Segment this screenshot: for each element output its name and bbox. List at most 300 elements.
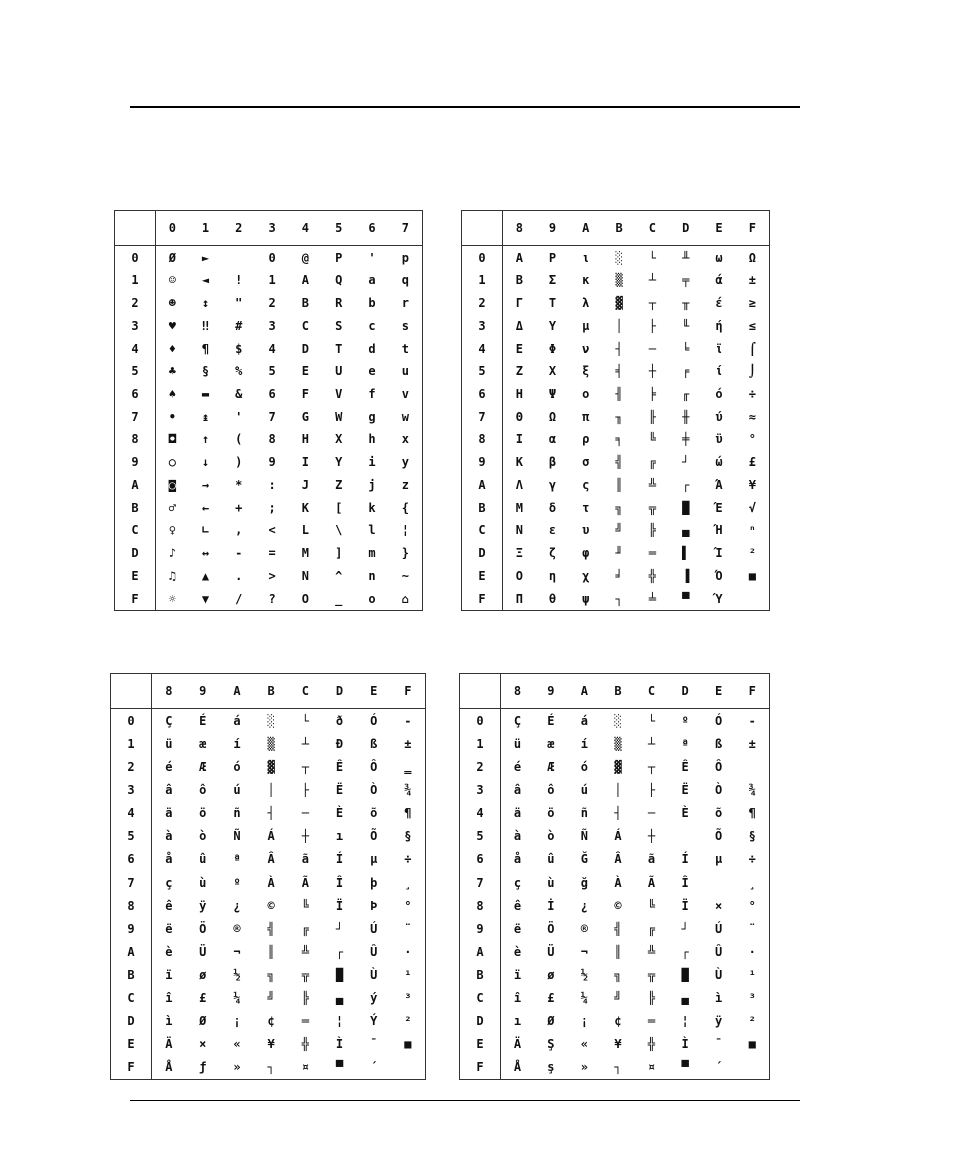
char-cell: % bbox=[235, 364, 243, 379]
table-row bbox=[111, 1056, 425, 1079]
char-cell: ¢ bbox=[267, 1014, 275, 1029]
char-cell: ! bbox=[235, 273, 243, 288]
char-cell: g bbox=[368, 409, 376, 424]
char-cell: ό bbox=[715, 386, 723, 401]
char-cell: Á bbox=[614, 829, 622, 844]
char-cell: Ω bbox=[748, 250, 756, 265]
row-header: 7 bbox=[460, 871, 501, 894]
char-cell bbox=[735, 756, 769, 779]
char-cell: ¥ bbox=[614, 1037, 622, 1052]
row-header: B bbox=[462, 496, 503, 519]
char-cell: ▄ bbox=[681, 991, 689, 1005]
table-row bbox=[460, 917, 769, 940]
header-row bbox=[111, 674, 425, 709]
char-cell: A bbox=[301, 273, 310, 288]
char-cell: Ä bbox=[513, 1037, 522, 1052]
bottom-rule bbox=[130, 1100, 800, 1101]
char-cell: ♥ bbox=[168, 318, 177, 333]
char-cell: ¬ bbox=[580, 944, 589, 959]
char-cell bbox=[668, 825, 702, 848]
char-cell: ² bbox=[748, 1014, 756, 1029]
char-cell: ─ bbox=[301, 806, 309, 821]
char-cell: ² bbox=[404, 1014, 412, 1029]
row-header: 9 bbox=[460, 917, 501, 940]
char-cell: ⌠ bbox=[748, 341, 756, 356]
char-cell: å bbox=[513, 852, 522, 867]
char-cell: ♂ bbox=[168, 500, 177, 515]
table-row bbox=[460, 986, 769, 1009]
char-cell: │ bbox=[267, 783, 275, 798]
char-cell: ╕ bbox=[615, 432, 623, 447]
char-cell: ▒ bbox=[267, 736, 275, 751]
char-cell: ║ bbox=[614, 944, 622, 959]
char-cell: · bbox=[748, 944, 756, 959]
row-header: E bbox=[115, 564, 156, 587]
char-cell: O bbox=[301, 591, 310, 606]
char-cell: Δ bbox=[515, 318, 524, 333]
char-cell: 6 bbox=[268, 386, 276, 401]
table-row bbox=[460, 756, 769, 779]
char-cell: ω bbox=[715, 250, 723, 265]
char-cell: ╠ bbox=[648, 523, 657, 538]
table-row bbox=[462, 496, 769, 519]
table-row bbox=[462, 428, 769, 451]
row-header: 2 bbox=[462, 292, 503, 315]
column-header: 9 bbox=[534, 674, 568, 709]
char-cell: ¦ bbox=[335, 1014, 344, 1029]
char-cell: Ó bbox=[370, 713, 378, 728]
char-cell: ╪ bbox=[682, 432, 690, 447]
table-row bbox=[460, 825, 769, 848]
char-cell: ▬ bbox=[201, 386, 210, 401]
table-row bbox=[115, 428, 422, 451]
char-cell: V bbox=[335, 386, 343, 401]
row-header: 4 bbox=[462, 337, 503, 360]
char-cell: ) bbox=[235, 455, 243, 470]
table-row bbox=[111, 940, 425, 963]
char-cell: ½ bbox=[233, 967, 241, 982]
table-row bbox=[460, 732, 769, 755]
char-cell: ├ bbox=[301, 783, 309, 798]
table-row bbox=[115, 564, 422, 587]
char-cell: ╠ bbox=[301, 991, 309, 1005]
char-cell: 8 bbox=[268, 432, 276, 447]
row-header: 2 bbox=[111, 756, 152, 779]
char-cell: Ş bbox=[547, 1037, 555, 1052]
table-row bbox=[460, 1056, 769, 1079]
char-cell: έ bbox=[715, 296, 723, 311]
char-cell: ¦ bbox=[401, 523, 409, 538]
char-cell: Í bbox=[335, 852, 344, 867]
char-cell: ø bbox=[547, 967, 555, 982]
char-cell: n bbox=[368, 568, 376, 583]
top-rule bbox=[130, 106, 800, 108]
row-header: 9 bbox=[115, 451, 156, 474]
char-cell: ä bbox=[513, 806, 522, 821]
char-cell: µ bbox=[715, 852, 723, 867]
char-cell: ϊ bbox=[715, 341, 723, 356]
column-header: F bbox=[736, 211, 769, 246]
char-cell: Β bbox=[515, 273, 524, 288]
table-row bbox=[111, 963, 425, 986]
char-cell: ⁿ bbox=[748, 523, 756, 538]
char-cell: ά bbox=[715, 273, 723, 288]
char-cell: ⌂ bbox=[401, 591, 409, 606]
char-cell: æ bbox=[199, 736, 207, 751]
char-cell: u bbox=[401, 364, 409, 379]
char-cell: Κ bbox=[515, 455, 524, 470]
char-cell: ν bbox=[582, 341, 590, 356]
char-cell: q bbox=[401, 273, 409, 288]
char-cell: Ξ bbox=[515, 546, 524, 561]
char-cell: ┤ bbox=[615, 341, 623, 356]
char-cell: ψ bbox=[582, 591, 590, 606]
char-cell: ô bbox=[547, 783, 555, 798]
corner-cell bbox=[111, 674, 152, 709]
char-cell: Έ bbox=[715, 500, 723, 515]
char-cell: J bbox=[301, 477, 310, 492]
column-header: 6 bbox=[355, 211, 388, 246]
column-header: A bbox=[220, 674, 254, 709]
char-cell: { bbox=[401, 500, 409, 515]
char-cell: ╬ bbox=[648, 568, 657, 583]
char-cell: Α bbox=[515, 250, 524, 265]
row-header: A bbox=[462, 474, 503, 497]
char-cell: ñ bbox=[233, 806, 241, 821]
char-cell: ╔ bbox=[301, 921, 309, 936]
char-cell: - bbox=[235, 546, 243, 561]
char-cell: ┴ bbox=[648, 273, 657, 288]
char-cell: > bbox=[268, 568, 276, 583]
char-cell: W bbox=[335, 409, 343, 424]
column-header: D bbox=[322, 674, 356, 709]
char-cell: G bbox=[301, 409, 310, 424]
row-header: 3 bbox=[462, 314, 503, 337]
char-cell: ■ bbox=[748, 1037, 756, 1052]
char-cell: Þ bbox=[370, 898, 378, 913]
char-cell: ê bbox=[165, 898, 173, 913]
char-cell: ┴ bbox=[647, 736, 656, 751]
char-cell: ┐ bbox=[615, 591, 623, 606]
char-cell: í bbox=[233, 736, 241, 751]
char-cell: d bbox=[368, 341, 376, 356]
column-header: C bbox=[636, 211, 669, 246]
table-row bbox=[462, 360, 769, 383]
char-cell: Ö bbox=[199, 921, 207, 936]
char-cell: à bbox=[165, 829, 173, 844]
column-header: E bbox=[357, 674, 391, 709]
row-header: C bbox=[115, 519, 156, 542]
char-cell: P bbox=[335, 250, 343, 265]
char-cell: Ô bbox=[715, 760, 723, 775]
char-cell: ó bbox=[580, 760, 589, 775]
row-header: 4 bbox=[111, 802, 152, 825]
char-cell: \ bbox=[335, 523, 343, 538]
char-cell: ς bbox=[582, 477, 590, 492]
char-cell: C bbox=[301, 318, 310, 333]
char-cell: 5 bbox=[268, 364, 276, 379]
char-cell: ρ bbox=[582, 432, 590, 447]
char-cell: ¤ bbox=[647, 1060, 656, 1075]
char-cell: Õ bbox=[715, 829, 723, 844]
char-cell: ³ bbox=[748, 991, 756, 1005]
char-cell: ▼ bbox=[201, 591, 210, 606]
char-cell: ┘ bbox=[681, 921, 689, 936]
char-cell: ‗ bbox=[404, 760, 412, 775]
char-cell: Å bbox=[165, 1060, 173, 1075]
char-cell: ◙ bbox=[168, 477, 177, 492]
char-cell: ≤ bbox=[748, 318, 756, 333]
char-cell: i bbox=[368, 455, 376, 470]
row-header: B bbox=[460, 963, 501, 986]
column-header: F bbox=[391, 674, 425, 709]
char-cell: ª bbox=[681, 736, 689, 751]
char-cell: È bbox=[681, 806, 689, 821]
table-row bbox=[111, 709, 425, 733]
char-cell: ┴ bbox=[301, 736, 309, 751]
char-cell: Ù bbox=[370, 967, 378, 982]
char-cell: = bbox=[268, 546, 276, 561]
char-cell: ┼ bbox=[647, 829, 656, 844]
char-cell: K bbox=[301, 500, 310, 515]
char-cell: 4 bbox=[268, 341, 276, 356]
table-row bbox=[111, 1033, 425, 1056]
table-row bbox=[460, 779, 769, 802]
char-cell: ▓ bbox=[267, 760, 275, 775]
char-cell: ░ bbox=[267, 713, 275, 728]
char-cell: ╚ bbox=[648, 432, 657, 447]
table-row bbox=[460, 894, 769, 917]
char-cell: Ú bbox=[370, 921, 378, 936]
char-cell: Î bbox=[335, 875, 344, 890]
header-row bbox=[460, 674, 769, 709]
row-header: C bbox=[462, 519, 503, 542]
row-header: E bbox=[111, 1033, 152, 1056]
char-cell: Ê bbox=[335, 760, 344, 775]
char-cell: ↕ bbox=[201, 296, 210, 311]
column-header: B bbox=[602, 211, 635, 246]
char-cell: Ù bbox=[715, 967, 723, 982]
char-cell: Ü bbox=[547, 944, 555, 959]
char-cell: D bbox=[301, 341, 310, 356]
column-header: 3 bbox=[255, 211, 288, 246]
char-cell: ╦ bbox=[301, 967, 309, 982]
char-cell: æ bbox=[547, 736, 555, 751]
char-cell: ÿ bbox=[715, 1014, 723, 1029]
row-header: F bbox=[115, 587, 156, 610]
char-cell: ┌ bbox=[681, 944, 689, 959]
char-cell: ý bbox=[370, 991, 378, 1005]
char-cell: p bbox=[401, 250, 409, 265]
char-cell: ░ bbox=[615, 250, 623, 265]
char-cell: ' bbox=[235, 409, 243, 424]
char-cell: ☼ bbox=[168, 591, 177, 606]
char-cell: Î bbox=[681, 875, 689, 890]
char-cell: Y bbox=[335, 455, 343, 470]
char-cell: § bbox=[201, 364, 210, 379]
char-cell: ↨ bbox=[201, 409, 210, 424]
char-cell: ğ bbox=[580, 875, 589, 890]
char-cell: Q bbox=[335, 273, 343, 288]
char-cell: ┬ bbox=[648, 296, 657, 311]
char-cell: ¼ bbox=[580, 991, 589, 1005]
char-cell: R bbox=[335, 296, 343, 311]
char-cell: λ bbox=[582, 296, 590, 311]
char-cell: ↓ bbox=[201, 455, 210, 470]
row-header: 6 bbox=[115, 383, 156, 406]
char-cell: ○ bbox=[168, 455, 177, 470]
table-row bbox=[115, 519, 422, 542]
column-header: B bbox=[254, 674, 288, 709]
column-header: 7 bbox=[389, 211, 422, 246]
char-cell: ö bbox=[199, 806, 207, 821]
table-row bbox=[462, 314, 769, 337]
char-cell: § bbox=[748, 829, 756, 844]
row-header: 1 bbox=[115, 269, 156, 292]
char-cell: α bbox=[548, 432, 557, 447]
char-cell: ═ bbox=[301, 1014, 309, 1029]
char-cell: ⌡ bbox=[748, 364, 756, 379]
char-cell: ë bbox=[513, 921, 522, 936]
char-cell: └ bbox=[647, 713, 656, 728]
char-cell: Υ bbox=[548, 318, 557, 333]
char-cell: ╝ bbox=[267, 991, 275, 1005]
char-cell: │ bbox=[615, 318, 623, 333]
char-cell: ú bbox=[580, 783, 589, 798]
header-row bbox=[462, 211, 769, 246]
table-row bbox=[460, 709, 769, 733]
char-cell: " bbox=[235, 296, 243, 311]
row-header: 5 bbox=[115, 360, 156, 383]
char-cell: ╨ bbox=[682, 250, 690, 265]
char-cell bbox=[736, 587, 769, 610]
table-row bbox=[462, 405, 769, 428]
char-cell: þ bbox=[370, 875, 378, 890]
char-cell: î bbox=[513, 991, 522, 1005]
char-cell: ª bbox=[233, 852, 241, 867]
char-cell: ¶ bbox=[201, 341, 210, 356]
char-cell: ▄ bbox=[682, 523, 690, 538]
char-cell: └ bbox=[301, 713, 309, 728]
char-cell: - bbox=[748, 713, 756, 728]
column-header: 5 bbox=[322, 211, 355, 246]
char-cell: ù bbox=[199, 875, 207, 890]
char-cell: ¶ bbox=[748, 806, 756, 821]
char-cell: ═ bbox=[648, 546, 657, 561]
char-cell: < bbox=[268, 523, 276, 538]
char-cell: Ø bbox=[168, 250, 177, 265]
char-cell: } bbox=[401, 546, 409, 561]
char-cell bbox=[735, 1056, 769, 1079]
char-cell: » bbox=[580, 1060, 589, 1075]
char-cell: ▀ bbox=[681, 1060, 689, 1075]
row-header: 1 bbox=[460, 732, 501, 755]
char-cell: ? bbox=[268, 591, 276, 606]
char-cell: ╬ bbox=[647, 1037, 656, 1052]
table-row bbox=[115, 451, 422, 474]
char-cell: 0 bbox=[268, 250, 276, 265]
char-cell: ╬ bbox=[301, 1037, 309, 1052]
char-cell: Ë bbox=[335, 783, 344, 798]
row-header: B bbox=[111, 963, 152, 986]
char-cell: θ bbox=[548, 591, 557, 606]
char-cell: ¢ bbox=[614, 1014, 622, 1029]
char-cell: ╦ bbox=[648, 500, 657, 515]
char-cell: ╫ bbox=[682, 409, 690, 424]
char-cell: ■ bbox=[404, 1037, 412, 1052]
char-cell: Í bbox=[681, 852, 689, 867]
row-header: E bbox=[460, 1033, 501, 1056]
char-cell: m bbox=[368, 546, 376, 561]
table-row bbox=[111, 802, 425, 825]
char-cell: ╣ bbox=[614, 921, 622, 936]
char-cell: ♠ bbox=[168, 386, 177, 401]
char-cell: ¥ bbox=[748, 477, 756, 492]
char-cell: ä bbox=[165, 806, 173, 821]
char-cell: ß bbox=[370, 736, 378, 751]
char-cell: Ã bbox=[301, 875, 309, 890]
char-cell: ─ bbox=[647, 806, 656, 821]
char-cell: ø bbox=[199, 967, 207, 982]
char-cell: ¸ bbox=[404, 875, 412, 890]
char-cell: Â bbox=[614, 852, 622, 867]
row-header: 9 bbox=[111, 917, 152, 940]
char-cell: ▲ bbox=[201, 568, 210, 583]
char-cell: Æ bbox=[547, 760, 555, 775]
char-cell: b bbox=[368, 296, 376, 311]
char-cell: ( bbox=[235, 432, 243, 447]
char-cell: ½ bbox=[580, 967, 589, 982]
char-cell: ® bbox=[233, 921, 241, 936]
row-header: 6 bbox=[460, 848, 501, 871]
char-cell: ¡ bbox=[580, 1014, 589, 1029]
char-cell: ε bbox=[548, 523, 557, 538]
char-cell: ÿ bbox=[199, 898, 207, 913]
char-cell: √ bbox=[748, 500, 756, 515]
char-cell: ╝ bbox=[615, 523, 623, 538]
char-cell: ı bbox=[513, 1014, 522, 1029]
char-cell: ╒ bbox=[682, 364, 690, 379]
char-cell: Ö bbox=[547, 921, 555, 936]
table-row bbox=[460, 940, 769, 963]
char-cell: è bbox=[513, 944, 522, 959]
char-table bbox=[462, 211, 769, 610]
char-cell: ─ bbox=[648, 341, 657, 356]
char-cell: S bbox=[335, 318, 343, 333]
char-cell: δ bbox=[548, 500, 557, 515]
char-cell: ╣ bbox=[267, 921, 275, 936]
code-page-table-turkish bbox=[459, 673, 770, 1080]
char-cell: ║ bbox=[615, 477, 623, 492]
char-cell: Τ bbox=[548, 296, 557, 311]
char-cell: ╟ bbox=[648, 409, 657, 424]
table-row bbox=[111, 779, 425, 802]
char-cell: è bbox=[165, 944, 173, 959]
char-cell: Η bbox=[515, 386, 524, 401]
char-cell: U bbox=[335, 364, 343, 379]
char-cell: Ð bbox=[335, 736, 344, 751]
char-cell: å bbox=[165, 852, 173, 867]
table-row bbox=[115, 246, 422, 270]
char-cell: σ bbox=[582, 455, 590, 470]
char-cell: ¼ bbox=[233, 991, 241, 1005]
char-cell: Μ bbox=[515, 500, 524, 515]
char-cell: ¤ bbox=[301, 1060, 309, 1075]
row-header: 0 bbox=[111, 709, 152, 733]
char-cell: Á bbox=[267, 829, 275, 844]
char-cell: Ά bbox=[715, 477, 723, 492]
corner-cell bbox=[460, 674, 501, 709]
